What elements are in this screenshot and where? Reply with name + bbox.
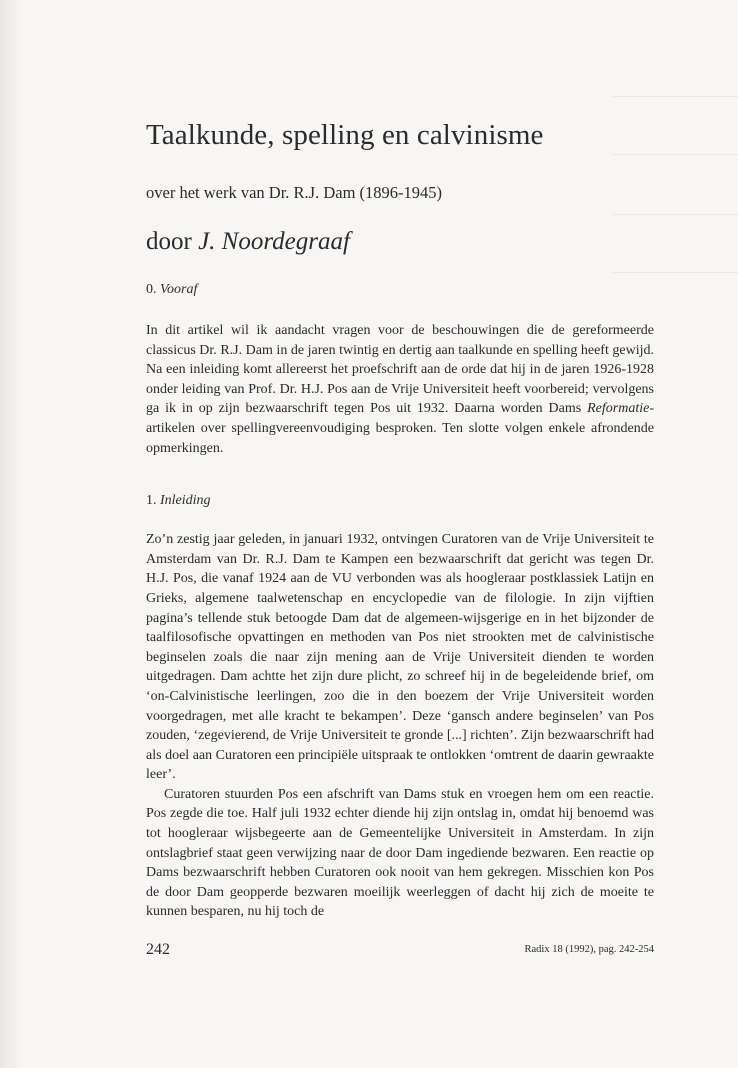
paragraph-text: -artikelen over spellingvereenvoudiging besproken. Ten slotte volgen enkele afrondende opmerkingen. [146, 401, 654, 456]
journal-citation: Radix 18 (1992), pag. 242-254 [524, 944, 654, 955]
section-number: 1. [146, 493, 160, 509]
article-subtitle: over het werk van Dr. R.J. Dam (1896-1945) [146, 183, 443, 202]
article-author [146, 227, 654, 257]
section-title: Vooraf [160, 282, 198, 297]
paragraph-italic-term: Reformatie [587, 401, 650, 417]
binding-shadow [0, 0, 22, 1068]
paragraph-inleiding-2: Curatoren stuurden Pos een afschrift van Dams stuk en vroegen hem om een reactie. Pos zegde die toe. Half juli 1932 echter diende hij zijn ontslag in, omdat hij benoemd was tot hoogleraar wijsbegeerte aan de Gemeentelijke Universiteit in Amsterdam. In zijn ontslagbrief staat geen verwijzing naar de door Dam ingediende bezwaren. Een reactie op Dams bezwaarschrift hebben Curatoren ook nooit van hem gekregen. Misschien kon Pos de door Dam geopperde bezwaren moeilijk weerleggen of dacht hij zich de moeite te kunnen besparen, nu hij toch de [146, 786, 654, 920]
section-heading-inleiding [146, 492, 654, 510]
paragraph-text: In dit artikel wil ik aandacht vragen voor de beschouwingen die de gereformeerde classicus Dr. R.J. Dam in de jaren twintig en dertig aan taalkunde en spelling heeft gewijd. Na een inleiding komt allereerst het proefschrift aan de orde dat hij in de jaren 1926-1928 onder leiding van Prof. Dr. H.J. Pos aan de Vrije Universiteit heeft voorbereid; vervolgens ga ik in op zijn bezwaarschrift tegen Pos uit 1932. Daarna worden Dams [146, 323, 654, 417]
paragraph-inleiding-1: Zo’n zestig jaar geleden, in januari 1932, ontvingen Curatoren van de Vrije Universiteit te Amsterdam van Dr. R.J. Dam te Kampen een bezwaarschrift dat gericht was tegen Dr. H.J. Pos, die vanaf 1924 aan de VU verbonden was als hoogleraar postklassiek Latijn en Grieks, algemene taalwetenschap en encyclopedie van de filologie. In zijn vijftien pagina’s tellende stuk betoogde Dam dat de algemeen-wijsgerige en in het bijzonder de taalfilosofische opvattingen en methoden van Pos niet strookten met de calvinistische beginselen zoals die naar zijn mening aan de Vrije Universiteit dienden te worden uitgedragen. Dam achtte het zijn dure plicht, zo schreef hij in de begeleidende brief, om ‘on-Calvinistische leerlingen, zoo die in den boezem der Vrije Universiteit worden voorgedragen, met alle kracht te bekampen’. Deze ‘gansch andere beginselen’ van Pos zouden, ‘zegevierend, de Vrije Universiteit te gronde [...] richten’. Zijn bezwaarschrift had als doel aan Curatoren een principiële uitspraak te ontlokken ‘omtrent de daarin gewraakte leer’. [146, 532, 654, 783]
article-title: Taalkunde, spelling en calvinisme [146, 119, 544, 151]
section-heading-vooraf [146, 281, 654, 299]
section-title: Inleiding [160, 493, 211, 509]
section-number: 0. [146, 282, 160, 297]
page-number: 242 [146, 941, 170, 958]
author-name: J. Noordegraaf [198, 228, 350, 255]
show-through-line [612, 96, 738, 97]
article-body [146, 118, 654, 922]
page-footer [146, 940, 654, 960]
paragraph-vooraf [146, 321, 654, 458]
author-prefix: door [146, 228, 199, 255]
